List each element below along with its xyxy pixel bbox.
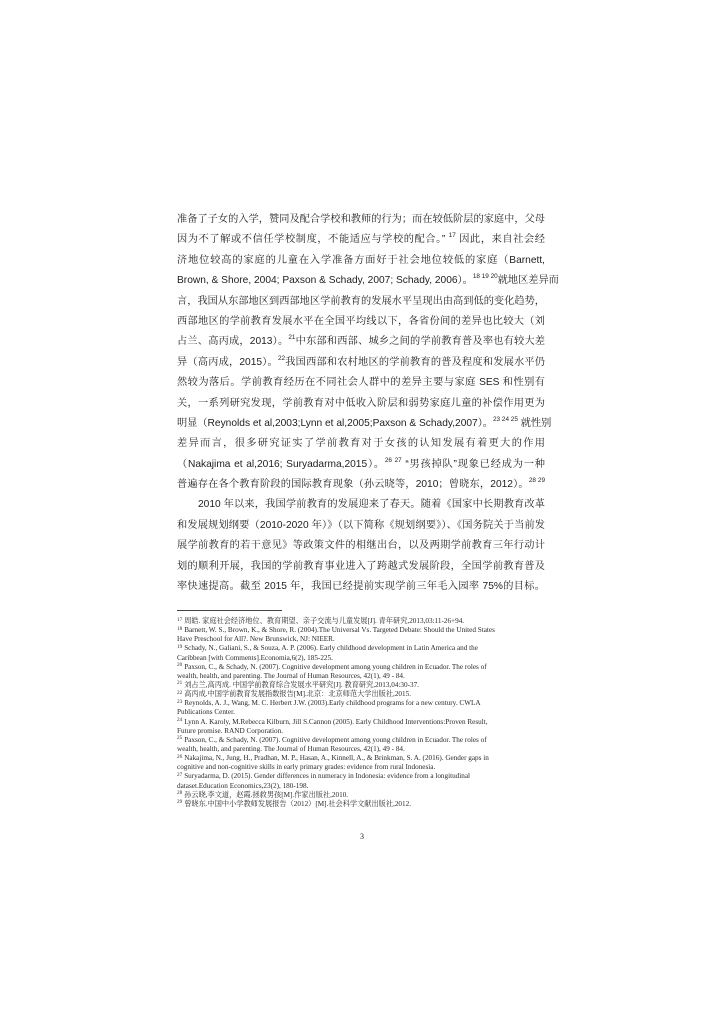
- text-run: 异（高丙成，2015）。: [177, 356, 278, 368]
- footnote-mark: 24: [177, 717, 183, 724]
- footnote-line: [177, 672, 545, 681]
- footnote-mark: 22: [177, 689, 183, 696]
- footnote-text: 刘占兰,高丙成. 中国学前教育综合发展水平研究[J]. 教育研究,2013,04:30-37.: [184, 680, 419, 689]
- footnote-reference: 28 29: [528, 477, 545, 485]
- text-line: [177, 475, 545, 495]
- footnote: [177, 681, 545, 690]
- footnote-text: dataset.Education Economics,23(2), 180-198.: [177, 781, 309, 790]
- page-number: 3: [360, 832, 364, 841]
- footnote-text: Barnett, W. S., Brown, K., & Shore, R. (2004).The Universal Vs. Targeted Debate: Should the United States: [184, 626, 495, 635]
- text-line: [177, 434, 545, 454]
- footnote: [177, 663, 545, 681]
- footnote-reference: 21: [288, 334, 296, 342]
- footnote-text: Have Preschool for All?. New Brunswick, NJ: NIEER.: [177, 635, 335, 644]
- text-run: 就性别: [517, 417, 552, 429]
- text-run: 率快速提高。截至 2015 年，我国已经提前实现学前三年毛入园率 75%的目标。: [177, 581, 545, 593]
- text-run: 和发展规划纲要（2010-2020 年）》（以下简称《规划纲要》）、《国务院关于当前发: [177, 519, 545, 531]
- text-line: [177, 230, 545, 250]
- footnote-text: Lynn A. Karoly, M.Rebecca Kilburn, Jill S.Cannon (2005). Early Childhood Interventions:Proven Result,: [184, 717, 488, 726]
- text-run: 展学前教育的若干意见》等政策文件的相继出台，以及两期学前教育三年行动计: [177, 540, 545, 552]
- footnote-text: wealth, health, and parenting. The Journal of Human Resources, 42(1), 49 - 84.: [177, 671, 405, 680]
- footnote: [177, 736, 545, 754]
- text-line: [177, 577, 545, 597]
- text-line: [177, 516, 545, 536]
- footnote-line: [177, 663, 545, 672]
- text-line: [177, 210, 545, 230]
- footnote: [177, 754, 545, 772]
- footnote-text: 高丙成.中国学前教育发展指数报告[M].北京：北京师范大学出版社,2015.: [184, 690, 411, 699]
- text-run: 就地区差异而: [497, 275, 559, 287]
- footnote: [177, 626, 545, 644]
- footnote-line: [177, 690, 545, 699]
- body-text: [177, 210, 559, 597]
- footnote-line: [177, 644, 545, 653]
- text-line: [177, 292, 545, 312]
- footnote-text: 孙云晓,李文道，赵霞.拯救男孩[M].作家出版社,2010.: [184, 790, 349, 799]
- footnote-line: [177, 708, 545, 717]
- footnote-line: [177, 654, 545, 663]
- text-run: 因为不了解或不信任学校制度，不能适应与学校的配合。”: [177, 234, 449, 246]
- text-run: 普遍存在各个教育阶段的国际教育现象（孙云晓等，2010；曾晓东，2012）。: [177, 479, 529, 491]
- footnote-text: 周皓. 家庭社会经济地位、教育期望、亲子交流与儿童发展[J]. 青年研究,2013,03:11-26+94.: [184, 617, 465, 625]
- footnote-line: [177, 782, 545, 791]
- text-run: 2010 年以来，我国学前教育的发展迎来了春天。随着《国家中长期教育改革: [198, 499, 545, 511]
- text-run: 准备了子女的入学，赞同及配合学校和教师的行为；而在较低阶层的家庭中，父母: [177, 214, 545, 225]
- footnote-mark: 23: [177, 698, 183, 705]
- footnote-mark: 21: [177, 680, 183, 687]
- text-run: 言，我国从东部地区到西部地区学前教育的发展水平呈现出由高到低的变化趋势，: [177, 295, 545, 307]
- text-line: [177, 251, 545, 271]
- footnote-text: cognitive and non-cognitive skills in early primary grades: evidence from rural Indonesia.: [177, 763, 436, 772]
- text-run: 关，一系列研究发现，学前教育对中低收入阶层和弱势家庭儿童的补偿作用更为: [177, 397, 545, 409]
- footnote-reference: 26 27: [384, 456, 402, 464]
- text-run: 差异而言，很多研究证实了学前教育对于女孩的认知发展有着更大的作用: [177, 438, 545, 450]
- footnote: [177, 690, 545, 699]
- footnote-text: Schady, N., Galiani, S., & Souza, A. P. (2006). Early childhood development in Latin America and the: [184, 644, 478, 653]
- footnote-mark: 20: [177, 662, 183, 669]
- text-line: [177, 373, 545, 393]
- footnote: [177, 617, 545, 626]
- text-run: 西部地区的学前教育发展水平在全国平均线以下，各省份间的差异也比较大（刘: [177, 315, 545, 327]
- footnote-reference: 22: [277, 354, 286, 362]
- footnote-line: [177, 791, 545, 800]
- paragraph: [177, 210, 559, 495]
- footnote-line: [177, 754, 545, 763]
- footnote-mark: 18: [177, 625, 183, 632]
- text-run: 划的顺利开展，我国的学前教育事业进入了跨越式发展阶段，全国学前教育普及: [177, 560, 545, 572]
- footnote-text: Caribbean [with Comments].Economia,6(2), 185-225.: [177, 653, 333, 662]
- footnotes: [177, 617, 545, 809]
- text-run: 济地位较高的家庭的儿童在入学准备方面好于社会地位较低的家庭（Barnett,: [177, 254, 545, 266]
- text-line: [177, 557, 545, 577]
- footnote-line: [177, 727, 545, 736]
- text-line: [177, 536, 545, 556]
- footnote-line: [177, 745, 545, 754]
- text-line: [177, 353, 545, 373]
- footnote-reference: 18 19 20: [472, 273, 498, 281]
- footnote: [177, 800, 545, 809]
- text-run: 因此，来自社会经: [455, 234, 545, 246]
- footnote-text: Future promise. RAND Corporation.: [177, 726, 284, 735]
- footnote-line: [177, 800, 545, 809]
- footnote-line: [177, 626, 545, 635]
- text-run: （Nakajima et al,2016; Suryadarma,2015）。: [177, 458, 385, 470]
- text-line: [177, 455, 545, 475]
- footnote-text: Paxson, C., & Schady, N. (2007). Cognitive development among young children in Ecuador. The roles of: [184, 662, 487, 671]
- text-run: 明显（Reynolds et al,2003;Lynn et al,2005;Paxson & Schady,2007）。: [177, 417, 493, 429]
- text-line: [177, 312, 545, 332]
- footnote-line: [177, 718, 545, 727]
- footnote-separator: [177, 610, 282, 611]
- footnote-line: [177, 617, 545, 626]
- footnote-reference: 17: [448, 232, 456, 240]
- footnote-mark: 28: [177, 790, 183, 797]
- text-run: 然较为落后。学前教育经历在不同社会人群中的差异主要与家庭 SES 和性别有: [177, 377, 545, 389]
- text-line: [177, 394, 545, 414]
- footnote-text: Paxson, C., & Schady, N. (2007). Cognitive development among young children in Ecuador. The roles of: [184, 735, 487, 744]
- text-line: [177, 271, 559, 291]
- footnote-text: 曾晓东.中国中小学教师发展报告（2012）[M].社会科学文献出版社,2012.: [184, 799, 411, 808]
- footnote: [177, 772, 545, 790]
- text-run: 占兰、高丙成，2013）。: [177, 336, 289, 348]
- footnote-text: Publications Center.: [177, 708, 235, 717]
- text-run: 中东部和西部、城乡之间的学前教育普及率也有较大差: [295, 336, 546, 348]
- footnote-mark: 17: [177, 616, 183, 623]
- footnote-mark: 29: [177, 799, 183, 806]
- footnote-mark: 19: [177, 643, 183, 650]
- text-line: [177, 495, 545, 515]
- paragraph: [177, 495, 545, 597]
- footnote-mark: 27: [177, 771, 183, 778]
- text-run: Brown, & Shore, 2004; Paxson & Schady, 2007; Schady, 2006）。: [177, 275, 473, 287]
- text-run: 我国西部和农村地区的学前教育的普及程度和发展水平仍: [285, 356, 545, 368]
- footnote-text: Nakajima, N., Jung, H., Pradhan, M. P., Hasan, A., Kinnell, A., & Brinkman, S. A. (2016). Gender gaps in: [184, 754, 489, 763]
- footnote: [177, 718, 545, 736]
- text-run: “男孩掉队”现象已经成为一种: [401, 458, 545, 470]
- footnote-reference: 23 24 25: [493, 415, 518, 423]
- footnote: [177, 644, 545, 662]
- footnote-text: Suryadarma, D. (2015). Gender differences in numeracy in Indonesia: evidence from a longitudinal: [184, 772, 471, 781]
- text-line: [177, 414, 552, 434]
- footnote-mark: 25: [177, 735, 183, 742]
- footnote-line: [177, 681, 545, 690]
- footnote-line: [177, 772, 545, 781]
- footnote-line: [177, 736, 545, 745]
- footnote-line: [177, 699, 545, 708]
- footnote: [177, 699, 545, 717]
- text-line: [177, 332, 545, 352]
- footnote-mark: 26: [177, 753, 183, 760]
- footnote-text: wealth, health, and parenting. The Journal of Human Resources, 42(1), 49 - 84.: [177, 744, 405, 753]
- footnote-text: Reynolds, A. J., Wang, M. C. Herbert J.W. (2003).Early childhood programs for a new century. CWLA: [184, 699, 481, 708]
- footnote: [177, 791, 545, 800]
